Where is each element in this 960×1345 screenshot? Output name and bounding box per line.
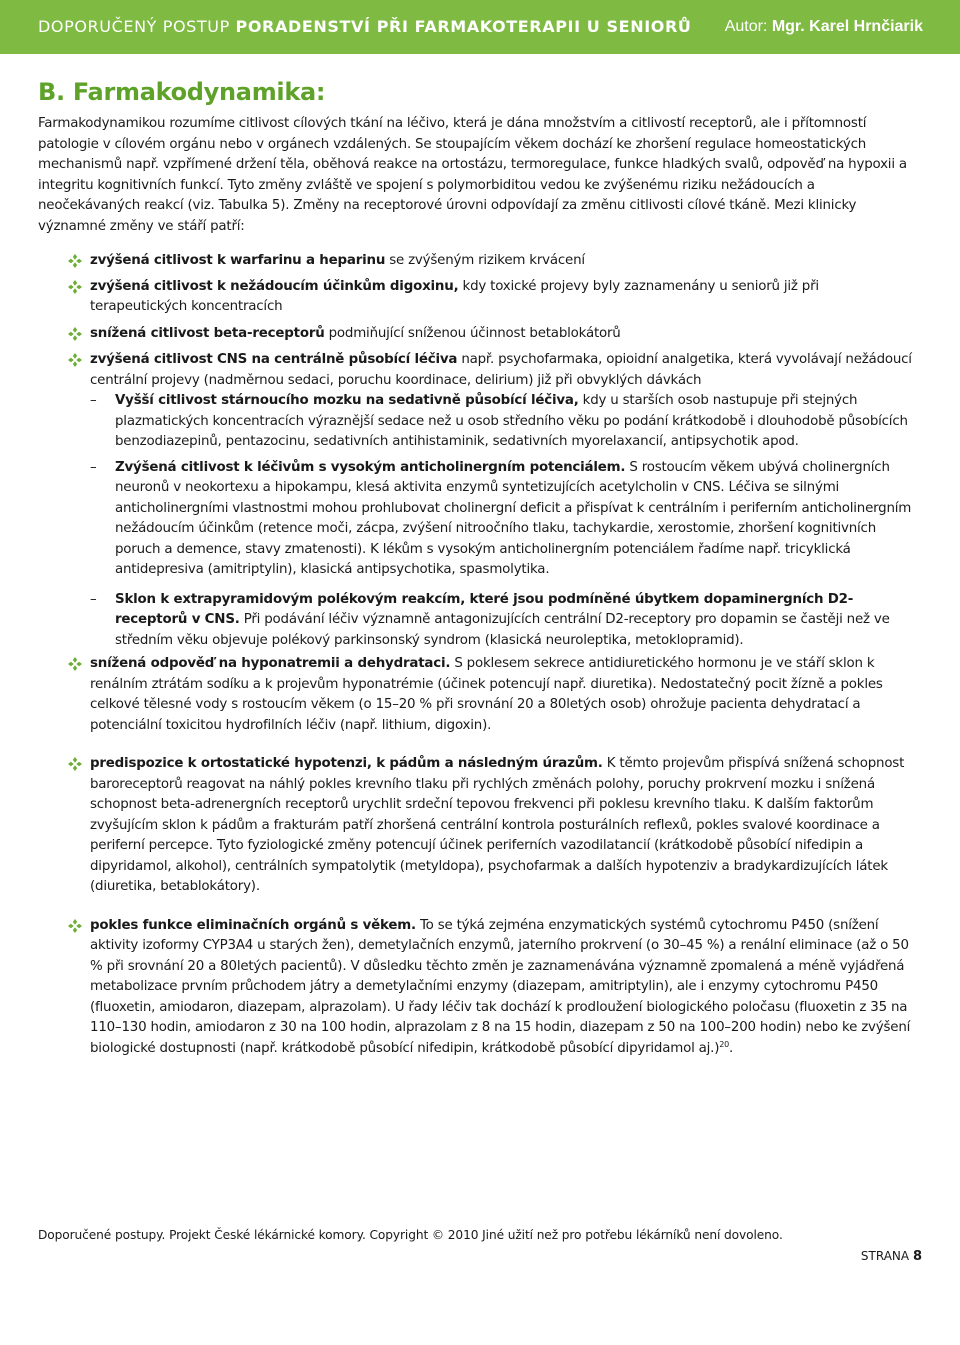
bullet-item — [38, 251, 918, 272]
bullet-item — [38, 350, 918, 651]
four-diamond-bullet-icon — [68, 327, 82, 341]
page-number-label — [861, 1249, 922, 1264]
bullet-lead: predispozice k ortostatické hypotenzi, k pádům a následným úrazům. — [90, 756, 603, 771]
bullet-lead: zvýšená citlivost k warfarinu a heparinu — [90, 253, 386, 268]
title-bold: PORADENSTVÍ PŘI FARMAKOTERAPII U SENIORŮ — [235, 17, 692, 36]
bullet-text: se zvýšeným rizikem krvácení — [385, 253, 585, 268]
dash-marker: – — [90, 393, 97, 408]
sub-item — [90, 391, 918, 453]
bullet-lead: zvýšená citlivost CNS na centrálně působící léčiva — [90, 352, 458, 367]
four-diamond-bullet-icon — [68, 757, 82, 771]
page-label-text: STRANA — [860, 1249, 910, 1263]
author-name: Mgr. Karel Hrnčiarik — [771, 18, 923, 35]
bullet-text: K těmto projevům přispívá snížená schopnost baroreceptorů reagovat na náhlý pokles krevního tlaku při rychlých změnách polohy, poruchy prokrvení mozku i snížená schopnost beta-adrenergních receptorů urychlit srdeční tepovou frekvenci při poklesu krevního tlaku. K dalším faktorům zvyšujícím sklon k pádům a frakturám patří zhoršená centrální kontrola posturálních reflexů, pokles svalové koordinace a periferní percepce. Tyto fyziologické změny potencují účinek periferních vazodilatancií (krátkodobě působící nifedipin a dipyridamol, alkohol), centrálních sympatolytik (metyldopa), psychofarmak a dalších hypotenziv a bradykardizujících látek (diuretika, betablokátory). — [90, 756, 905, 894]
sub-item — [90, 458, 918, 581]
bullet-text: např. psychofarmaka, opioidní analgetika, která vyvolávají nežádoucí centrální projevy (nadměrnou sedaci, poruchu koordinace, delirium) již při obvyklých dávkách — [90, 352, 912, 388]
header-band — [0, 0, 960, 54]
sub-lead: Sklon k extrapyramidovým polékovým reakcím, které jsou podmíněné úbytkem dopaminergních D2-receptorů v CNS. — [115, 591, 854, 627]
sub-text: Při podávání léčiv významně antagonizujících centrální D2-receptory pro dopamin se častěji než ve středním věku objevuje polékový parkinsonský syndrom (klasická neuroleptika, metoklopramid). — [115, 612, 890, 648]
bullet-text: kdy toxické projevy byly zaznamenány u seniorů již při terapeutických koncentracích — [90, 278, 819, 314]
bullet-lead: pokles funkce eliminačních orgánů s věkem. — [90, 917, 416, 933]
sub-lead: Zvýšená citlivost k léčivům s vysokým anticholinergním potenciálem. — [115, 459, 626, 475]
bullet-item — [38, 277, 918, 318]
sub-lead: Vyšší citlivost stárnoucího mozku na sedativně působící léčiva, — [115, 393, 579, 408]
four-diamond-bullet-icon — [68, 280, 82, 294]
bullet-list — [38, 251, 918, 1059]
bullet-text: podmiňující sníženou účinnost betablokátorů — [324, 325, 621, 341]
dash-marker: – — [90, 591, 97, 607]
bullet-lead: snížená odpověď na hyponatremii a dehydrataci. — [90, 656, 451, 671]
main-content — [38, 114, 918, 1059]
bullet-end: . — [729, 1040, 734, 1056]
title-light: DOPORUČENÝ POSTUP — [38, 17, 230, 36]
sub-item — [90, 590, 918, 652]
footer-copyright: Doporučené postupy. Projekt České lékárnické komory. Copyright © 2010 Jiné užití než pro potřebu lékárníků není dovoleno. — [38, 1228, 783, 1242]
page-number: 8 — [912, 1249, 922, 1264]
sub-list — [90, 391, 918, 651]
bullet-lead: zvýšená citlivost k nežádoucím účinkům digoxinu, — [90, 278, 459, 294]
section-title: B. Farmakodynamika: — [38, 78, 326, 106]
intro-paragraph: Farmakodynamikou rozumíme citlivost cílových tkání na léčivo, která je dána množstvím a citlivostí receptorů, ale i přítomností patologie v cílovém orgánu nebo v orgánech vzdálených. Se stoupajícím věkem dochází ke zhoršení regulace homeostatických mechanismů např. vzpřímené držení těla, oběhová reakce na ortostázu, termoregulace, funkce hladkých svalů, odpověď na hypoxii a integritu kognitivních funkcí. Tyto změny zvláště ve spojení s polymorbiditou vedou ke zvýšenému riziku nežádoucích a neočekávaných reakcí (viz. Tabulka 5). Změny na receptorové úrovni odpovídají za změnu citlivosti cílové tkáně. Mezi klinicky významné změny ve stáří patří: — [38, 116, 907, 234]
bullet-item — [38, 754, 918, 898]
author-label: Autor: — [724, 18, 768, 35]
document-title — [38, 17, 691, 36]
bullet-item — [38, 916, 918, 1060]
four-diamond-bullet-icon — [68, 919, 82, 933]
four-diamond-bullet-icon — [68, 353, 82, 367]
four-diamond-bullet-icon — [68, 254, 82, 268]
bullet-item — [38, 654, 918, 736]
bullet-item — [38, 324, 918, 345]
author — [725, 18, 923, 36]
bullet-lead: snížená citlivost beta-receptorů — [90, 325, 325, 341]
dash-marker: – — [90, 459, 97, 475]
bullet-text: S poklesem sekrece antidiuretického hormonu je ve stáří sklon k renálním ztrátám sodíku a k projevům hyponatrémie (účinek potencují např. diuretika). Nedostatečný pocit žízně a pokles celkové tělesné vody s rostoucím věkem (o 15–20 % při srovnání 20 a 80letých osob) ohrožuje pacienta dehydratací a potenciální toxicitou hydrofilních léčiv (např. lithium, digoxin). — [90, 656, 883, 733]
four-diamond-bullet-icon — [68, 657, 82, 671]
sub-text: kdy u starších osob nastupuje při stejných plazmatických koncentracích výraznější sedace než u osob středního věku po podání krátkodobě i dlouhodobě působících benzodiazepinů, pentazocinu, sedativních antihistaminik, sedativních myorelaxancií, antipsychotik apod. — [115, 393, 908, 449]
sub-text: S rostoucím věkem ubývá cholinergních neuronů v neokortexu a hipokampu, klesá aktivita enzymů syntetizujících acetylcholin v CNS. Léčiva se silnými anticholinergními vlastnostmi mohou prohlubovat cholinergní deficit a přispívat k centrálním i periferním anticholinergním nežádoucím účinkům (retence moči, zácpa, zvýšení nitroočního tlaku, tachykardie, xerostomie, zhoršení kognitivních poruch a demence, stavy zmatenosti). K lékům s vysokým anticholinergním potenciálem řadíme např. tricyklická antidepresiva (amitriptylin), klasická antipsychotika, spasmolytika. — [115, 459, 912, 577]
bullet-text: To se týká zejména enzymatických systémů cytochromu P450 (snížení aktivity izoformy CYP3A4 u starých žen), demetylačních enzymů, jaterního prokrvení (o 30–45 %) a renální eliminace (až o 50 % při srovnání 20 a 80letých pacientů). V důsledku těchto změn je zaznamenávána významně zpomalená a méně vyjádřená metabolizace prvním průchodem játry a demetylačními enzymy (diazepam, amitriptylin), ale i enzymy cytochromu P450 (fluoxetin, amiodaron, diazepam, alprazolam). U řady léčiv tak dochází k prodloužení biologického poločasu (fluoxetin z 35 na 110–130 hodin, amiodaron z 30 na 100 hodin, alprazolam z 8 na 15 hodin, diazepam z 50 na 100–200 hodin) nebo ke zvýšení biologické dostupnosti (např. krátkodobě působící nifedipin, krátkodobě působící dipyridamol aj.) — [90, 917, 911, 1056]
reference-superscript: 20 — [719, 1039, 730, 1049]
